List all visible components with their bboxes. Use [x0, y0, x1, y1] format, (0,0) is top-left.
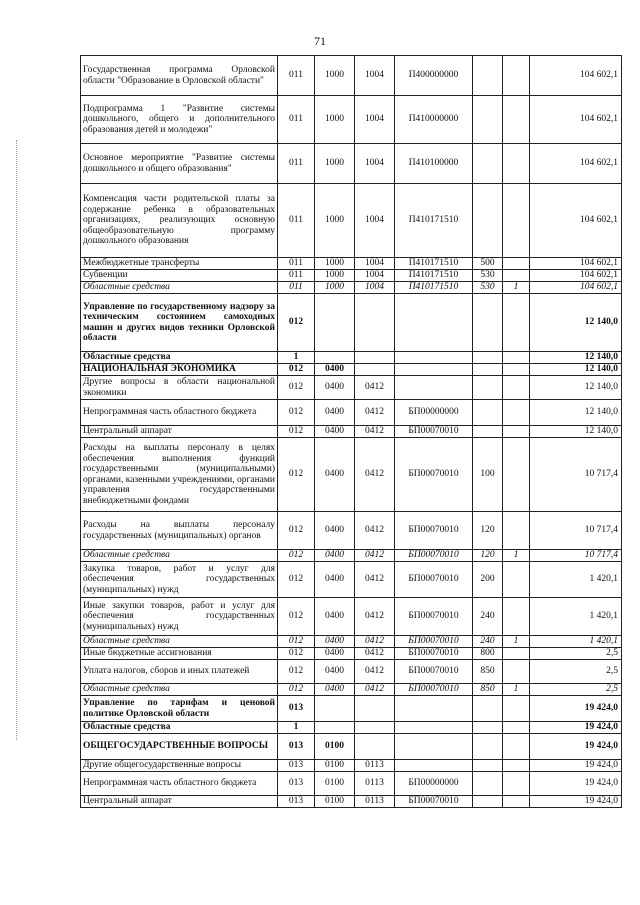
- grbs-code-cell: 012: [278, 294, 315, 352]
- table-row: [81, 648, 622, 660]
- funding-source-cell: [503, 722, 530, 734]
- funding-source-cell: [503, 56, 530, 96]
- section-code-cell: 1000: [315, 258, 355, 270]
- section-code-cell: 0400: [315, 636, 355, 648]
- table-row: [81, 796, 622, 808]
- grbs-code-cell: 011: [278, 56, 315, 96]
- table-row: [81, 258, 622, 270]
- expense-type-cell: 240: [473, 636, 503, 648]
- row-name-cell: Управление по государственному надзору за техническим состоянием самоходных машин и других видов техники Орловской области: [81, 294, 278, 352]
- row-name-cell: НАЦИОНАЛЬНАЯ ЭКОНОМИКА: [81, 364, 278, 376]
- funding-source-cell: [503, 512, 530, 550]
- expense-type-cell: 200: [473, 562, 503, 598]
- subsection-code-cell: 0412: [355, 636, 395, 648]
- grbs-code-cell: 013: [278, 772, 315, 796]
- table-row: [81, 438, 622, 512]
- row-name-cell: Областные средства: [81, 352, 278, 364]
- funding-source-cell: [503, 96, 530, 144]
- expense-type-cell: [473, 772, 503, 796]
- amount-cell: 104 602,1: [530, 96, 622, 144]
- row-name-cell: Расходы на выплаты персоналу государственных (муниципальных) органов: [81, 512, 278, 550]
- amount-cell: 10 717,4: [530, 438, 622, 512]
- row-name-cell: Иные закупки товаров, работ и услуг для обеспечения государственных (муниципальных) нужд: [81, 598, 278, 636]
- amount-cell: 19 424,0: [530, 772, 622, 796]
- table-row: [81, 184, 622, 258]
- section-code-cell: 1000: [315, 96, 355, 144]
- expense-type-cell: 100: [473, 438, 503, 512]
- funding-source-cell: [503, 184, 530, 258]
- target-article-cell: БП00070010: [395, 550, 473, 562]
- section-code-cell: 0400: [315, 562, 355, 598]
- expense-type-cell: [473, 734, 503, 760]
- row-name-cell: Государственная программа Орловской области "Образование в Орловской области": [81, 56, 278, 96]
- target-article-cell: П410000000: [395, 96, 473, 144]
- grbs-code-cell: 013: [278, 796, 315, 808]
- subsection-code-cell: 0412: [355, 426, 395, 438]
- table-row: [81, 144, 622, 184]
- expense-type-cell: [473, 144, 503, 184]
- table-row: [81, 636, 622, 648]
- table-row: [81, 270, 622, 282]
- table-row: [81, 294, 622, 352]
- expense-type-cell: 850: [473, 684, 503, 696]
- expense-type-cell: [473, 426, 503, 438]
- amount-cell: 2,5: [530, 648, 622, 660]
- subsection-code-cell: 0412: [355, 438, 395, 512]
- row-name-cell: Областные средства: [81, 636, 278, 648]
- expense-type-cell: [473, 96, 503, 144]
- table-row: [81, 282, 622, 294]
- table-row: [81, 598, 622, 636]
- funding-source-cell: [503, 426, 530, 438]
- section-code-cell: 0400: [315, 598, 355, 636]
- row-name-cell: Областные средства: [81, 684, 278, 696]
- section-code-cell: 0100: [315, 760, 355, 772]
- section-code-cell: [315, 696, 355, 722]
- section-code-cell: 1000: [315, 144, 355, 184]
- grbs-code-cell: 1: [278, 352, 315, 364]
- section-code-cell: 0400: [315, 550, 355, 562]
- expense-type-cell: [473, 184, 503, 258]
- row-name-cell: Непрограммная часть областного бюджета: [81, 400, 278, 426]
- grbs-code-cell: 1: [278, 722, 315, 734]
- table-row: [81, 696, 622, 722]
- amount-cell: 12 140,0: [530, 376, 622, 400]
- funding-source-cell: 1: [503, 550, 530, 562]
- table-row: [81, 722, 622, 734]
- funding-source-cell: [503, 772, 530, 796]
- funding-source-cell: [503, 438, 530, 512]
- amount-cell: 19 424,0: [530, 734, 622, 760]
- section-code-cell: 0400: [315, 660, 355, 684]
- table-row: [81, 660, 622, 684]
- target-article-cell: [395, 760, 473, 772]
- amount-cell: 1 420,1: [530, 636, 622, 648]
- row-name-cell: Межбюджетные трансферты: [81, 258, 278, 270]
- grbs-code-cell: 012: [278, 364, 315, 376]
- funding-source-cell: [503, 376, 530, 400]
- target-article-cell: П410171510: [395, 184, 473, 258]
- section-code-cell: 0400: [315, 426, 355, 438]
- section-code-cell: 0400: [315, 438, 355, 512]
- funding-source-cell: [503, 352, 530, 364]
- row-name-cell: Областные средства: [81, 722, 278, 734]
- amount-cell: 19 424,0: [530, 796, 622, 808]
- amount-cell: 104 602,1: [530, 56, 622, 96]
- grbs-code-cell: 011: [278, 96, 315, 144]
- expense-type-cell: 240: [473, 598, 503, 636]
- expense-type-cell: 530: [473, 282, 503, 294]
- funding-source-cell: [503, 660, 530, 684]
- subsection-code-cell: [355, 364, 395, 376]
- expense-type-cell: 120: [473, 512, 503, 550]
- grbs-code-cell: 013: [278, 760, 315, 772]
- amount-cell: 12 140,0: [530, 352, 622, 364]
- amount-cell: 12 140,0: [530, 400, 622, 426]
- subsection-code-cell: 1004: [355, 270, 395, 282]
- table-row: [81, 364, 622, 376]
- target-article-cell: БП00070010: [395, 438, 473, 512]
- section-code-cell: 0100: [315, 734, 355, 760]
- expense-type-cell: 500: [473, 258, 503, 270]
- section-code-cell: 0400: [315, 648, 355, 660]
- expense-type-cell: [473, 796, 503, 808]
- target-article-cell: П410171510: [395, 270, 473, 282]
- grbs-code-cell: 011: [278, 282, 315, 294]
- grbs-code-cell: 012: [278, 636, 315, 648]
- target-article-cell: П410171510: [395, 282, 473, 294]
- grbs-code-cell: 012: [278, 512, 315, 550]
- subsection-code-cell: 0412: [355, 562, 395, 598]
- expense-type-cell: [473, 760, 503, 772]
- target-article-cell: П400000000: [395, 56, 473, 96]
- target-article-cell: БП00070010: [395, 512, 473, 550]
- row-name-cell: Иные бюджетные ассигнования: [81, 648, 278, 660]
- section-code-cell: 0400: [315, 376, 355, 400]
- subsection-code-cell: 1004: [355, 258, 395, 270]
- grbs-code-cell: 011: [278, 144, 315, 184]
- target-article-cell: БП00070010: [395, 796, 473, 808]
- section-code-cell: [315, 722, 355, 734]
- section-code-cell: [315, 352, 355, 364]
- subsection-code-cell: [355, 734, 395, 760]
- target-article-cell: БП00000000: [395, 772, 473, 796]
- expense-type-cell: [473, 376, 503, 400]
- target-article-cell: БП00070010: [395, 660, 473, 684]
- row-name-cell: Непрограммная часть областного бюджета: [81, 772, 278, 796]
- expense-type-cell: 800: [473, 648, 503, 660]
- expense-type-cell: [473, 722, 503, 734]
- table-row: [81, 550, 622, 562]
- grbs-code-cell: 011: [278, 258, 315, 270]
- amount-cell: 10 717,4: [530, 512, 622, 550]
- subsection-code-cell: 1004: [355, 184, 395, 258]
- table-row: [81, 426, 622, 438]
- section-code-cell: 0400: [315, 400, 355, 426]
- target-article-cell: [395, 376, 473, 400]
- subsection-code-cell: 0113: [355, 772, 395, 796]
- row-name-cell: Субвенции: [81, 270, 278, 282]
- subsection-code-cell: 0412: [355, 512, 395, 550]
- target-article-cell: П410171510: [395, 258, 473, 270]
- subsection-code-cell: 0412: [355, 598, 395, 636]
- funding-source-cell: [503, 648, 530, 660]
- funding-source-cell: [503, 598, 530, 636]
- table-row: [81, 734, 622, 760]
- table-row: [81, 772, 622, 796]
- grbs-code-cell: 012: [278, 400, 315, 426]
- amount-cell: 19 424,0: [530, 760, 622, 772]
- funding-source-cell: [503, 364, 530, 376]
- amount-cell: 2,5: [530, 660, 622, 684]
- target-article-cell: [395, 352, 473, 364]
- row-name-cell: Другие вопросы в области национальной экономики: [81, 376, 278, 400]
- subsection-code-cell: 0412: [355, 400, 395, 426]
- row-name-cell: Основное мероприятие "Развитие системы дошкольного и общего образования": [81, 144, 278, 184]
- subsection-code-cell: [355, 722, 395, 734]
- subsection-code-cell: 1004: [355, 56, 395, 96]
- expense-type-cell: [473, 294, 503, 352]
- grbs-code-cell: 012: [278, 426, 315, 438]
- amount-cell: 12 140,0: [530, 426, 622, 438]
- subsection-code-cell: 1004: [355, 96, 395, 144]
- target-article-cell: [395, 722, 473, 734]
- amount-cell: 12 140,0: [530, 294, 622, 352]
- row-name-cell: Закупка товаров, работ и услуг для обеспечения государственных (муниципальных) нужд: [81, 562, 278, 598]
- row-name-cell: Другие общегосударственные вопросы: [81, 760, 278, 772]
- amount-cell: 104 602,1: [530, 258, 622, 270]
- target-article-cell: БП00000000: [395, 400, 473, 426]
- expense-type-cell: 120: [473, 550, 503, 562]
- target-article-cell: [395, 696, 473, 722]
- scan-margin-line: [16, 140, 18, 740]
- expense-type-cell: [473, 352, 503, 364]
- funding-source-cell: [503, 400, 530, 426]
- table-row: [81, 400, 622, 426]
- funding-source-cell: [503, 144, 530, 184]
- funding-source-cell: 1: [503, 282, 530, 294]
- grbs-code-cell: 011: [278, 270, 315, 282]
- grbs-code-cell: 012: [278, 376, 315, 400]
- subsection-code-cell: 0113: [355, 796, 395, 808]
- budget-table: [80, 55, 622, 808]
- subsection-code-cell: [355, 352, 395, 364]
- amount-cell: 104 602,1: [530, 184, 622, 258]
- grbs-code-cell: 013: [278, 696, 315, 722]
- target-article-cell: БП00070010: [395, 636, 473, 648]
- target-article-cell: БП00070010: [395, 426, 473, 438]
- subsection-code-cell: 0412: [355, 660, 395, 684]
- target-article-cell: БП00070010: [395, 598, 473, 636]
- target-article-cell: БП00070010: [395, 562, 473, 598]
- table-row: [81, 376, 622, 400]
- row-name-cell: Расходы на выплаты персоналу в целях обеспечения выполнения функций государственными (муниципальными) органами, казенными учреждениями, органами управления государственными внебюджетными фондами: [81, 438, 278, 512]
- subsection-code-cell: 1004: [355, 144, 395, 184]
- section-code-cell: 1000: [315, 270, 355, 282]
- expense-type-cell: 530: [473, 270, 503, 282]
- row-name-cell: Подпрограмма 1 "Развитие системы дошкольного, общего и дополнительного образования детей и молодежи": [81, 96, 278, 144]
- subsection-code-cell: [355, 696, 395, 722]
- funding-source-cell: [503, 734, 530, 760]
- section-code-cell: 1000: [315, 56, 355, 96]
- table-row: [81, 96, 622, 144]
- funding-source-cell: [503, 294, 530, 352]
- section-code-cell: 0400: [315, 512, 355, 550]
- subsection-code-cell: 0412: [355, 684, 395, 696]
- section-code-cell: 1000: [315, 184, 355, 258]
- target-article-cell: [395, 294, 473, 352]
- section-code-cell: [315, 294, 355, 352]
- table-row: [81, 56, 622, 96]
- amount-cell: 2,5: [530, 684, 622, 696]
- table-row: [81, 684, 622, 696]
- section-code-cell: 0100: [315, 772, 355, 796]
- target-article-cell: БП00070010: [395, 648, 473, 660]
- row-name-cell: Областные средства: [81, 282, 278, 294]
- amount-cell: 1 420,1: [530, 562, 622, 598]
- row-name-cell: Компенсация части родительской платы за содержание ребенка в образовательных организациях, реализующих основную общеобразовательную программу дошкольного образования: [81, 184, 278, 258]
- grbs-code-cell: 013: [278, 734, 315, 760]
- section-code-cell: 0100: [315, 796, 355, 808]
- section-code-cell: 0400: [315, 684, 355, 696]
- row-name-cell: ОБЩЕГОСУДАРСТВЕННЫЕ ВОПРОСЫ: [81, 734, 278, 760]
- page-number: 71: [314, 34, 326, 48]
- subsection-code-cell: 0412: [355, 648, 395, 660]
- funding-source-cell: 1: [503, 684, 530, 696]
- grbs-code-cell: 012: [278, 598, 315, 636]
- expense-type-cell: [473, 364, 503, 376]
- amount-cell: 19 424,0: [530, 722, 622, 734]
- funding-source-cell: 1: [503, 636, 530, 648]
- target-article-cell: [395, 734, 473, 760]
- funding-source-cell: [503, 696, 530, 722]
- section-code-cell: 1000: [315, 282, 355, 294]
- grbs-code-cell: 011: [278, 184, 315, 258]
- row-name-cell: Центральный аппарат: [81, 426, 278, 438]
- subsection-code-cell: 1004: [355, 282, 395, 294]
- expense-type-cell: [473, 696, 503, 722]
- grbs-code-cell: 012: [278, 438, 315, 512]
- amount-cell: 104 602,1: [530, 144, 622, 184]
- subsection-code-cell: 0412: [355, 550, 395, 562]
- amount-cell: 19 424,0: [530, 696, 622, 722]
- grbs-code-cell: 012: [278, 550, 315, 562]
- grbs-code-cell: 012: [278, 660, 315, 684]
- amount-cell: 12 140,0: [530, 364, 622, 376]
- row-name-cell: Управление по тарифам и ценовой политике Орловской области: [81, 696, 278, 722]
- row-name-cell: Уплата налогов, сборов и иных платежей: [81, 660, 278, 684]
- funding-source-cell: [503, 796, 530, 808]
- subsection-code-cell: [355, 294, 395, 352]
- row-name-cell: Областные средства: [81, 550, 278, 562]
- target-article-cell: П410100000: [395, 144, 473, 184]
- table-row: [81, 760, 622, 772]
- funding-source-cell: [503, 760, 530, 772]
- funding-source-cell: [503, 270, 530, 282]
- amount-cell: 1 420,1: [530, 598, 622, 636]
- grbs-code-cell: 012: [278, 562, 315, 598]
- expense-type-cell: 850: [473, 660, 503, 684]
- amount-cell: 104 602,1: [530, 270, 622, 282]
- section-code-cell: 0400: [315, 364, 355, 376]
- expense-type-cell: [473, 56, 503, 96]
- grbs-code-cell: 012: [278, 684, 315, 696]
- table-row: [81, 512, 622, 550]
- expense-type-cell: [473, 400, 503, 426]
- subsection-code-cell: 0113: [355, 760, 395, 772]
- amount-cell: 104 602,1: [530, 282, 622, 294]
- funding-source-cell: [503, 258, 530, 270]
- row-name-cell: Центральный аппарат: [81, 796, 278, 808]
- target-article-cell: БП00070010: [395, 684, 473, 696]
- funding-source-cell: [503, 562, 530, 598]
- table-row: [81, 352, 622, 364]
- grbs-code-cell: 012: [278, 648, 315, 660]
- table-row: [81, 562, 622, 598]
- subsection-code-cell: 0412: [355, 376, 395, 400]
- target-article-cell: [395, 364, 473, 376]
- amount-cell: 10 717,4: [530, 550, 622, 562]
